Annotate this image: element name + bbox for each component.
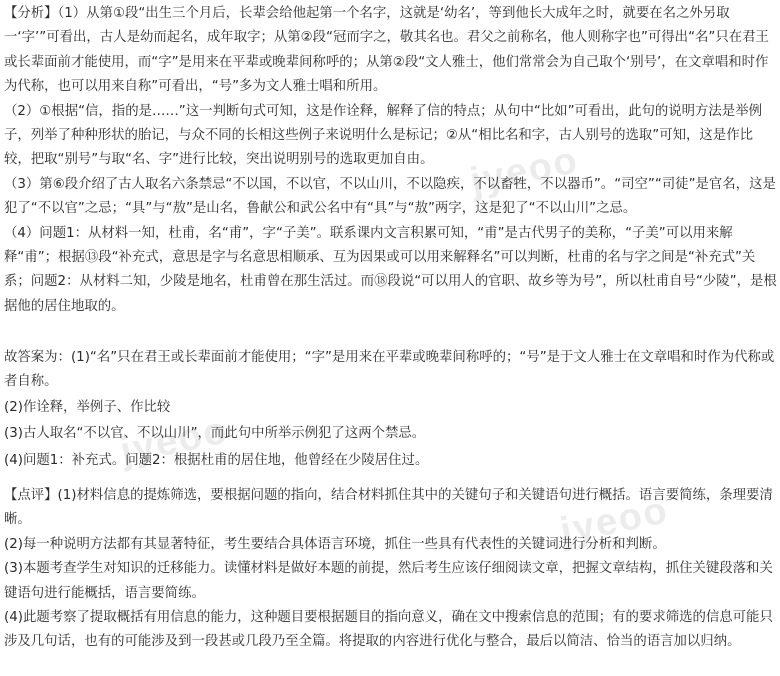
watermark: jyeoo	[556, 489, 673, 553]
answer-3: (3)古人取名“不以官、不以山川”，而此句中所举示例犯了这两个禁忌。	[4, 426, 426, 442]
comment-2: (2)每一种说明方法都有其显著特征，考生要结合具体语言环境，抓住一些具有代表性的关键词进行分析和判断。	[4, 536, 666, 552]
analysis-section	[4, 2, 778, 319]
answer-section	[4, 346, 778, 474]
comment-1: 【点评】(1)材料信息的提炼筛选，要根据问题的指向，结合材料抓住其中的关键句子和关键语句进行概括。语言要简练，条理要清晰。	[4, 488, 773, 528]
analysis-part-2: （2）①根据“信，指的是……”这一判断句式可知，这是作诠释，解释了信的特点；从句中“比如”可看出，此句的说明方法是举例子，列举了种种形状的胎记，与众不同的长相这些例子来说明什么是标记；②从“相比名和字，古人别号的选取”可知，这是作比较，把取“别号”与取“名、字”进行比较，突出说明别号的选取更加自由。	[4, 103, 762, 168]
watermark: jyeoo	[116, 409, 233, 473]
answer-2: (2)作诠释，举例子、作比较	[4, 399, 171, 415]
answer-intro: 故答案为：(1)“名”只在君王或长辈面前才能使用；“字”是用来在平辈或晚辈间称呼的；“号”是于文人雅士在文章唱和时作为代称或者自称。	[4, 350, 775, 390]
analysis-part-1: 【分析】（1）从第①段“出生三个月后，长辈会给他起第一个名字，这就是‘幼名’，等到他长大成年之时，就要在名之外另取一‘字’”可看出，古人是幼而起名，成年取字；从第②段“冠而字之，敬其名也。君父之前称名，他人则称字也”可得出“名”只在君王或长辈面前才能使用，而“字”是用来在平辈或晚辈间称呼的；从第②段“文人雅士，他们常常会为自己取个‘别号’，在文章唱和时作为代称，也可以用来自称”可看出，“号”多为文人雅士唱和所用。	[4, 6, 769, 95]
comment-3: (3)本题考查学生对知识的迁移能力。读懂材料是做好本题的前提，然后考生应该仔细阅读文章，把握文章结构，抓住关键段落和关键语句进行能概括，语言要简练。	[4, 561, 773, 601]
comment-4: (4)此题考察了提取概括有用信息的能力，这种题目要根据题目的指向意义，确在文中搜索信息的范围；有的要求筛选的信息可能只涉及几句话，也有的可能涉及到一段甚或几段乃至全篇。将提取的内容进行优化与整合，最后以简洁、恰当的语言加以归纳。	[4, 610, 773, 650]
analysis-part-3: （3）第⑥段介绍了古人取名六条禁忌“不以国，不以官，不以山川，不以隐疾，不以畜牲，不以器币”。“司空”“司徒”是官名，这是犯了“不以官”之忌；“具”与“敖”是山名，鲁献公和武公名中有“具”与“敖”两字，这是犯了“不以山川”之忌。	[4, 176, 776, 217]
analysis-part-4: （4）问题1：从材料一知，杜甫，名“甫”，字“子美”。联系课内文言积累可知，“甫”是古代男子的美称，“子美”可以用来解释“甫”；根据⑬段“补充式，意思是字与名意思相顺承、互为因果或可以用来解释名”可以判断，杜甫的名与字之间是“补充式”关系；问题2：从材料二知，少陵是地名，杜甫曾在那生活过。而⑱段说“可以用人的官职、故乡等为号”，所以杜甫自号“少陵”，是根据他的居住地取的。	[4, 225, 777, 314]
watermark: jyeoo	[466, 139, 583, 203]
comment-section	[4, 484, 778, 655]
answer-4: (4)问题1：补充式。问题2：根据杜甫的居住地，他曾经在少陵居住过。	[4, 452, 429, 468]
